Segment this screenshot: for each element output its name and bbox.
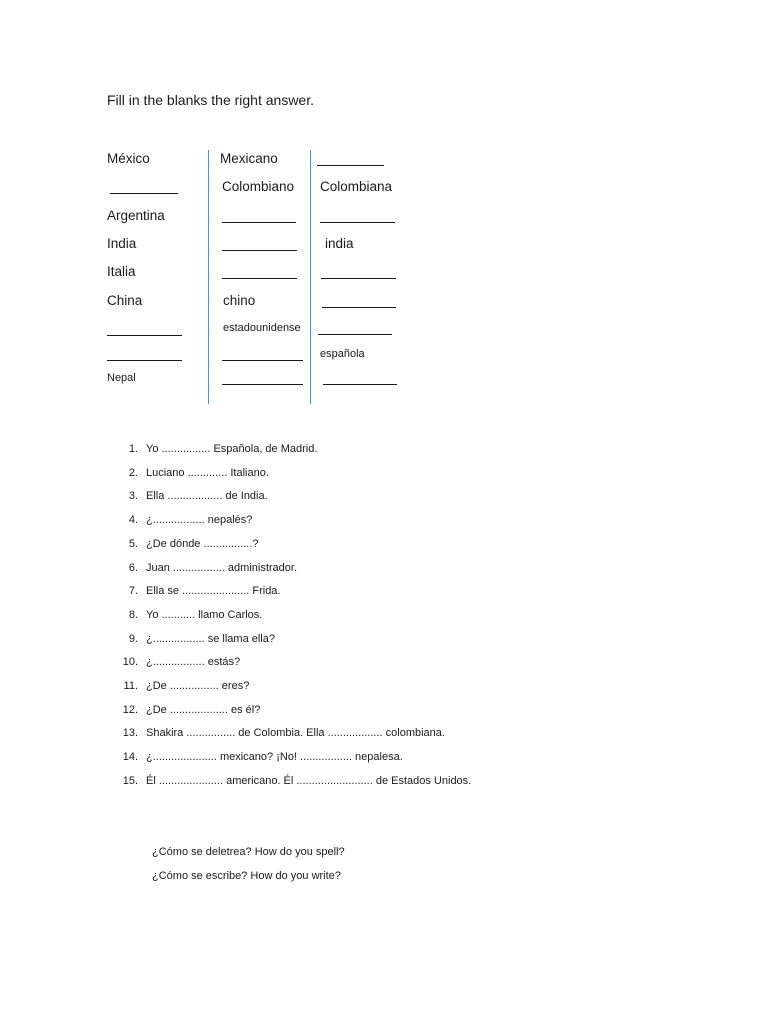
exercise-number: 11. — [123, 680, 138, 692]
masc-estadounidense: estadounidense — [223, 322, 301, 334]
exercise-item — [118, 490, 598, 506]
exercise-item — [118, 633, 598, 649]
exercise-sentence: Ella .................. de India. — [146, 490, 268, 502]
exercise-item — [118, 704, 598, 720]
exercise-number: 15. — [122, 775, 138, 787]
exercise-sentence: Él ..................... americano. Él ......................... de Estados Unidos. — [146, 775, 472, 787]
country-china: China — [107, 293, 143, 308]
country-mexico: México — [107, 151, 150, 166]
exercise-number: 6. — [128, 562, 138, 574]
country-nepal: Nepal — [107, 372, 136, 384]
exercise-number: 14. — [122, 751, 138, 763]
exercise-sentence: Ella se ...................... Frida. — [146, 585, 281, 597]
exercise-sentence: ¿De dónde ................? — [146, 538, 259, 550]
exercise-number: 5. — [128, 538, 138, 550]
blank-fem-nepal[interactable] — [323, 384, 397, 385]
exercise-item — [118, 751, 598, 767]
blank-masc-italia[interactable] — [222, 278, 297, 279]
blank-masc-spain[interactable] — [222, 360, 303, 361]
exercise-number: 12. — [122, 704, 138, 716]
exercise-item — [118, 585, 598, 601]
exercise-sentence: ¿..................... mexicano? ¡No! ................. nepalesa. — [146, 751, 403, 763]
exercise-item — [118, 609, 598, 625]
exercise-number: 2. — [128, 467, 138, 479]
country-india: India — [107, 236, 137, 251]
fem-colombiana: Colombiana — [320, 179, 393, 194]
blank-fem-argentina[interactable] — [320, 222, 395, 223]
blank-fem-usa[interactable] — [318, 334, 392, 335]
masc-chino: chino — [223, 293, 256, 308]
spell-question: ¿Cómo se deletrea? How do you spell? — [152, 846, 345, 858]
exercise-number: 4. — [128, 514, 138, 526]
exercise-number: 8. — [128, 609, 138, 621]
exercise-sentence: Juan ................. administrador. — [146, 562, 298, 574]
blank-fem-china[interactable] — [322, 307, 396, 308]
exercise-list — [118, 443, 618, 793]
exercise-number: 10. — [122, 656, 138, 668]
blank-fem-mexico[interactable] — [317, 165, 384, 166]
write-question: ¿Cómo se escribe? How do you write? — [152, 870, 341, 882]
exercise-sentence: ¿................. se llama ella? — [146, 633, 275, 645]
blank-masc-india[interactable] — [222, 250, 297, 251]
exercise-sentence: ¿................. estás? — [146, 656, 241, 668]
exercise-sentence: Luciano ............. Italiano. — [146, 467, 269, 479]
worksheet-title: Fill in the blanks the right answer. — [107, 92, 314, 108]
exercise-item — [118, 467, 598, 483]
exercise-sentence: ¿De ................... es él? — [146, 704, 261, 716]
country-italia: Italia — [107, 264, 136, 279]
exercise-item — [118, 727, 598, 743]
blank-country-usa[interactable] — [107, 335, 182, 336]
column-divider-2 — [310, 150, 311, 404]
country-argentina: Argentina — [107, 208, 165, 223]
exercise-item — [118, 775, 598, 791]
exercise-sentence: Yo ................ Española, de Madrid. — [146, 443, 318, 455]
blank-masc-argentina[interactable] — [222, 222, 296, 223]
exercise-item — [118, 562, 598, 578]
exercise-item — [118, 656, 598, 672]
exercise-sentence: ¿De ................ eres? — [146, 680, 250, 692]
column-divider-1 — [208, 150, 209, 404]
exercise-item — [118, 514, 598, 530]
masc-mexicano: Mexicano — [220, 151, 278, 166]
exercise-sentence: Shakira ................ de Colombia. Ella .................. colombiana. — [146, 727, 445, 739]
exercise-sentence: ¿................. nepalés? — [146, 514, 253, 526]
exercise-number: 7. — [128, 585, 138, 597]
exercise-number: 13. — [122, 727, 138, 739]
blank-fem-italia[interactable] — [321, 278, 396, 279]
masc-colombiano: Colombiano — [222, 179, 295, 194]
blank-masc-nepal[interactable] — [222, 384, 303, 385]
exercise-number: 9. — [128, 633, 138, 645]
exercise-number: 3. — [128, 490, 138, 502]
exercise-number: 1. — [128, 443, 138, 455]
exercise-sentence: Yo ........... llamo Carlos. — [146, 609, 263, 621]
blank-country-spain[interactable] — [107, 360, 182, 361]
fem-india: india — [325, 236, 354, 251]
exercise-item — [118, 680, 598, 696]
exercise-item — [118, 443, 598, 459]
fem-espanola: española — [320, 348, 365, 360]
exercise-item — [118, 538, 598, 554]
blank-country-colombia[interactable] — [110, 193, 178, 194]
